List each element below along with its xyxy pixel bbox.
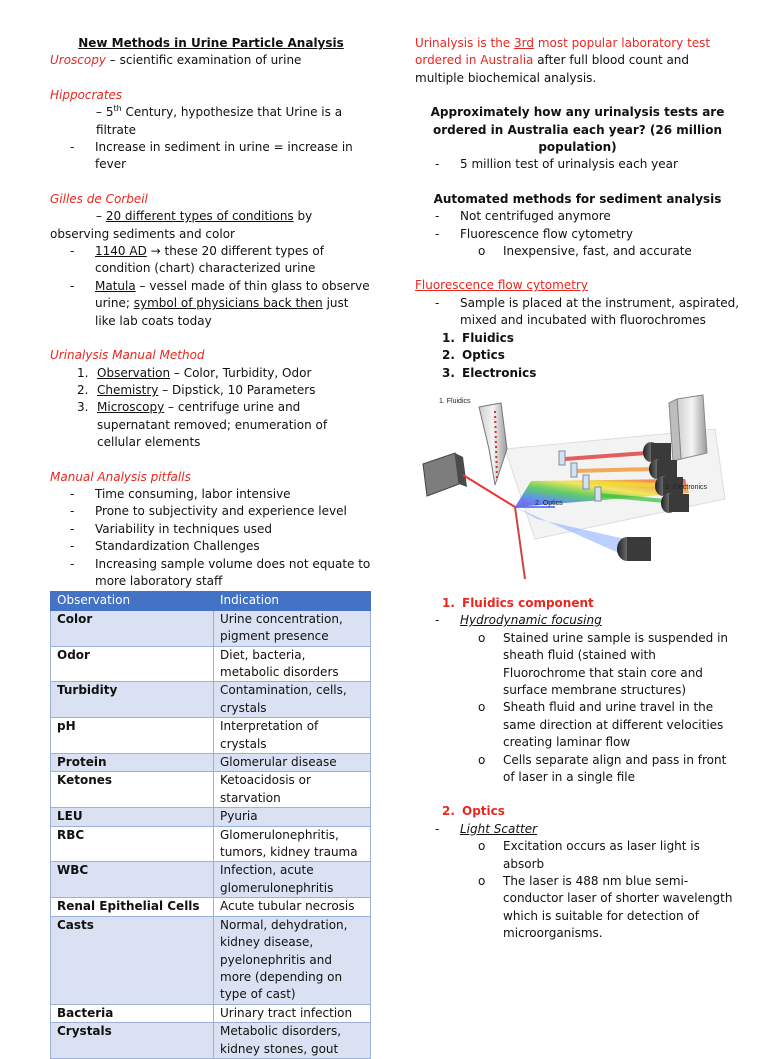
ffc-number-1: 1. — [442, 330, 455, 345]
ffc-number-3: 3. — [442, 365, 455, 380]
table-cell-indication: Contamination, cells, crystals — [214, 682, 371, 718]
matula-text: – vessel made of thin glass to observe urine; — [95, 278, 370, 311]
table-row — [51, 862, 371, 898]
optics-heading: Optics — [462, 804, 505, 819]
bullet-dash: - — [70, 556, 75, 571]
question-text: Approximately how any urinalysis tests are ordered in Australia each year? (26 million population) — [430, 105, 725, 155]
table-cell-indication: Ketoacidosis or starvation — [214, 772, 371, 808]
intro-red-1: Urinalysis is the — [415, 36, 515, 50]
bullet-circle: o — [478, 700, 486, 715]
optics-heading-row — [415, 803, 740, 820]
list-item: - 1140 AD → these 20 different types of condition (chart) characterized urine — [70, 244, 324, 276]
pitfall-text: Prone to subjectivity and experience level — [95, 504, 347, 519]
ffc-item-fluidics: Fluidics — [462, 330, 514, 345]
list-item: - Light Scatter — [415, 821, 740, 838]
table-cell-indication: Metabolic disorders, kidney stones, gout — [214, 1023, 371, 1059]
list-item: - Fluorescence flow cytometry — [415, 226, 740, 243]
document-title: New Methods in Urine Particle Analysis — [78, 36, 344, 50]
table-row — [51, 682, 371, 718]
list-text — [97, 382, 315, 399]
pitfall-text: Increasing sample volume does not equate to more laboratory staff — [95, 556, 371, 588]
gilles-line-underline: 20 different types of conditions — [105, 209, 294, 224]
method-term: Microscopy — [97, 400, 165, 415]
list-text — [97, 365, 311, 382]
hippocrates-line — [50, 104, 372, 139]
method-description: – Color, Turbidity, Odor — [170, 365, 312, 380]
bullet-circle: o — [478, 752, 486, 767]
automated-heading: Automated methods for sediment analysis — [433, 191, 722, 206]
list-item — [415, 630, 740, 700]
right-column — [415, 35, 740, 943]
fluidics-heading: Fluidics component — [462, 595, 594, 610]
table-row — [51, 772, 371, 808]
intro-rank: 3rd — [514, 36, 534, 50]
observation-table — [50, 591, 371, 1059]
bullet-circle: o — [478, 630, 486, 645]
pitfall-text: Variability in techniques used — [95, 521, 273, 536]
optics-list — [415, 838, 740, 942]
table-row — [51, 718, 371, 754]
computer-icon — [669, 395, 707, 461]
table-cell-observation: pH — [51, 718, 214, 754]
table-cell-observation: Crystals — [51, 1023, 214, 1059]
manual-method-list — [50, 365, 372, 452]
list-item: - 5 million test of urinalysis each year — [415, 156, 740, 173]
table-header-indication: Indication — [214, 592, 371, 610]
table-cell-observation: Odor — [51, 646, 214, 682]
left-column — [50, 35, 372, 1059]
fluidics-heading-number: 1. — [442, 595, 455, 610]
table-row — [51, 646, 371, 682]
pitfall-text: Time consuming, labor intensive — [95, 486, 291, 501]
fluidics-heading-row — [415, 595, 740, 612]
list-item — [415, 752, 740, 787]
observation-table-body — [51, 610, 371, 1058]
table-cell-indication: Glomerular disease — [214, 754, 371, 772]
gilles-line-pre: – — [96, 209, 106, 224]
hippocrates-line-post: Century, hypothesize that Urine is a filtrate — [96, 105, 343, 137]
hippocrates-heading: Hippocrates — [50, 87, 123, 102]
list-item — [415, 347, 740, 364]
ffc-bullet: Sample is placed at the instrument, aspirated, mixed and incubated with fluorochromes — [460, 295, 740, 328]
bullet-dash: - — [70, 504, 75, 519]
table-cell-observation: Protein — [51, 754, 214, 772]
table-row — [51, 808, 371, 826]
fluidics-subheading: Hydrodynamic focusing — [460, 613, 602, 628]
method-term: Observation — [97, 365, 171, 380]
gilles-heading: Gilles de Corbeil — [50, 191, 148, 206]
table-row — [51, 1004, 371, 1022]
list-item — [415, 838, 740, 873]
list-text: Excitation occurs as laser light is absorb — [503, 839, 700, 871]
gilles-line-post: by observing sediments and color — [50, 209, 313, 241]
list-item: - Not centrifuged anymore — [415, 208, 740, 225]
list-number: 3. — [77, 400, 89, 415]
list-item — [50, 538, 372, 555]
list-number: 2. — [77, 382, 89, 397]
pitfalls-list — [50, 486, 372, 590]
flow-cytometry-diagram — [415, 389, 737, 579]
flow-cytometry-figure — [415, 389, 737, 579]
table-cell-indication: Urine concentration, pigment presence — [214, 610, 371, 646]
flow-cell-icon — [479, 403, 525, 579]
hippocrates-superscript: th — [113, 104, 122, 114]
table-cell-indication: Normal, dehydration, kidney disease, pyelonephritis and more (depending on type of cast) — [214, 916, 371, 1004]
table-cell-observation: RBC — [51, 826, 214, 862]
bullet-dash: - — [70, 521, 75, 536]
table-cell-indication: Diet, bacteria, metabolic disorders — [214, 646, 371, 682]
table-cell-indication: Glomerulonephritis, tumors, kidney trauma — [214, 826, 371, 862]
list-item — [415, 330, 740, 347]
gilles-date: 1140 AD — [95, 244, 147, 259]
table-cell-indication: Urinary tract infection — [214, 1004, 371, 1022]
list-number: 1. — [77, 365, 89, 380]
method-description: – Dipstick, 10 Parameters — [158, 382, 316, 397]
ffc-heading: Fluorescence flow cytometry — [415, 278, 588, 293]
figure-label-electronics: 3. Electronics — [665, 483, 708, 491]
table-row — [51, 826, 371, 862]
list-item — [50, 521, 372, 538]
intro-rest: after full blood count and multiple biochemical analysis. — [415, 53, 690, 85]
matula-term: Matula — [95, 278, 136, 293]
list-item — [50, 486, 372, 503]
table-cell-observation: WBC — [51, 862, 214, 898]
automated-subitem: Inexpensive, fast, and accurate — [503, 244, 692, 259]
table-row — [51, 1023, 371, 1059]
table-row — [51, 610, 371, 646]
optics-subheading: Light Scatter — [460, 821, 538, 836]
table-cell-observation: Casts — [51, 916, 214, 1004]
list-item: - Matula – vessel made of thin glass to observe urine; symbol of physicians back then just like lab coats today — [70, 278, 370, 328]
uroscopy-line — [50, 52, 372, 69]
intro-paragraph — [415, 35, 740, 87]
list-text: Cells separate align and pass in front of laser in a single file — [503, 752, 727, 784]
table-cell-indication: Acute tubular necrosis — [214, 898, 371, 916]
ffc-item-electronics: Electronics — [462, 365, 537, 380]
list-text: Sheath fluid and urine travel in the same direction at different velocities creating laminar flow — [503, 700, 724, 750]
gilles-date-text: → these 20 different types of condition (chart) characterized urine — [95, 244, 324, 276]
uroscopy-definition: – scientific examination of urine — [105, 53, 302, 68]
table-cell-observation: Color — [51, 610, 214, 646]
list-item — [50, 503, 372, 520]
hippocrates-line-pre: – 5 — [96, 105, 114, 120]
answer-text: 5 million test of urinalysis each year — [460, 157, 678, 172]
table-cell-observation: LEU — [51, 808, 214, 826]
list-item — [50, 556, 372, 591]
table-row — [51, 916, 371, 1004]
table-header-observation: Observation — [51, 592, 214, 610]
hippocrates-bullet: Increase in sediment in urine = increase in fever — [95, 140, 353, 172]
list-item — [50, 365, 372, 382]
laser-source-icon — [423, 453, 467, 496]
table-cell-observation: Bacteria — [51, 1004, 214, 1022]
list-item: - Sample is placed at the instrument, aspirated, mixed and incubated with fluorochromes — [415, 295, 740, 330]
table-row — [51, 754, 371, 772]
method-description: – centrifuge urine and supernatant removed; enumeration of cellular elements — [97, 400, 328, 450]
automated-item-1: Not centrifuged anymore — [460, 209, 611, 224]
method-term: Chemistry — [97, 382, 159, 397]
list-item: o Inexpensive, fast, and accurate — [415, 243, 740, 260]
table-cell-observation: Ketones — [51, 772, 214, 808]
list-item: - Hydrodynamic focusing — [415, 612, 740, 629]
fluidics-list — [415, 630, 740, 787]
list-item — [415, 365, 740, 382]
table-cell-indication: Pyuria — [214, 808, 371, 826]
optics-heading-number: 2. — [442, 804, 455, 819]
list-item: - Increase in sediment in urine = increase in fever — [50, 139, 372, 174]
automated-item-2: Fluorescence flow cytometry — [460, 226, 633, 241]
uroscopy-term: Uroscopy — [50, 53, 106, 68]
bullet-circle: o — [478, 839, 486, 854]
table-cell-observation: Renal Epithelial Cells — [51, 898, 214, 916]
table-cell-observation: Turbidity — [51, 682, 214, 718]
list-text: The laser is 488 nm blue semi-conductor laser of shorter wavelength which is suitable for detection of microorganisms. — [503, 874, 733, 941]
matula-end: just like lab coats today — [95, 296, 349, 328]
bullet-circle: o — [478, 874, 486, 888]
ffc-item-optics: Optics — [462, 348, 505, 363]
intro-red-2: most popular laboratory test ordered in Australia — [415, 36, 711, 68]
table-cell-indication: Infection, acute glomerulonephritis — [214, 862, 371, 898]
figure-label-optics: 2. Optics — [535, 499, 563, 507]
bullet-dash: - — [70, 486, 75, 501]
figure-label-fluidics: 1. Fluidics — [439, 397, 471, 405]
gilles-line — [50, 208, 372, 243]
list-item — [415, 699, 740, 751]
list-item — [50, 382, 372, 399]
ffc-number-2: 2. — [442, 348, 455, 363]
list-text — [97, 399, 372, 451]
pitfalls-heading: Manual Analysis pitfalls — [50, 469, 191, 484]
bullet-dash: - — [70, 539, 75, 554]
manual-method-heading: Urinalysis Manual Method — [50, 348, 205, 363]
matula-symbol: symbol of physicians back then — [133, 296, 323, 311]
table-cell-indication: Interpretation of crystals — [214, 718, 371, 754]
list-text: Stained urine sample is suspended in sheath fluid (stained with Fluorochrome that stain core and surface membrane structures) — [503, 630, 729, 697]
table-row — [51, 898, 371, 916]
list-item — [50, 399, 372, 451]
pitfall-text: Standardization Challenges — [95, 539, 260, 554]
list-item — [415, 873, 740, 943]
